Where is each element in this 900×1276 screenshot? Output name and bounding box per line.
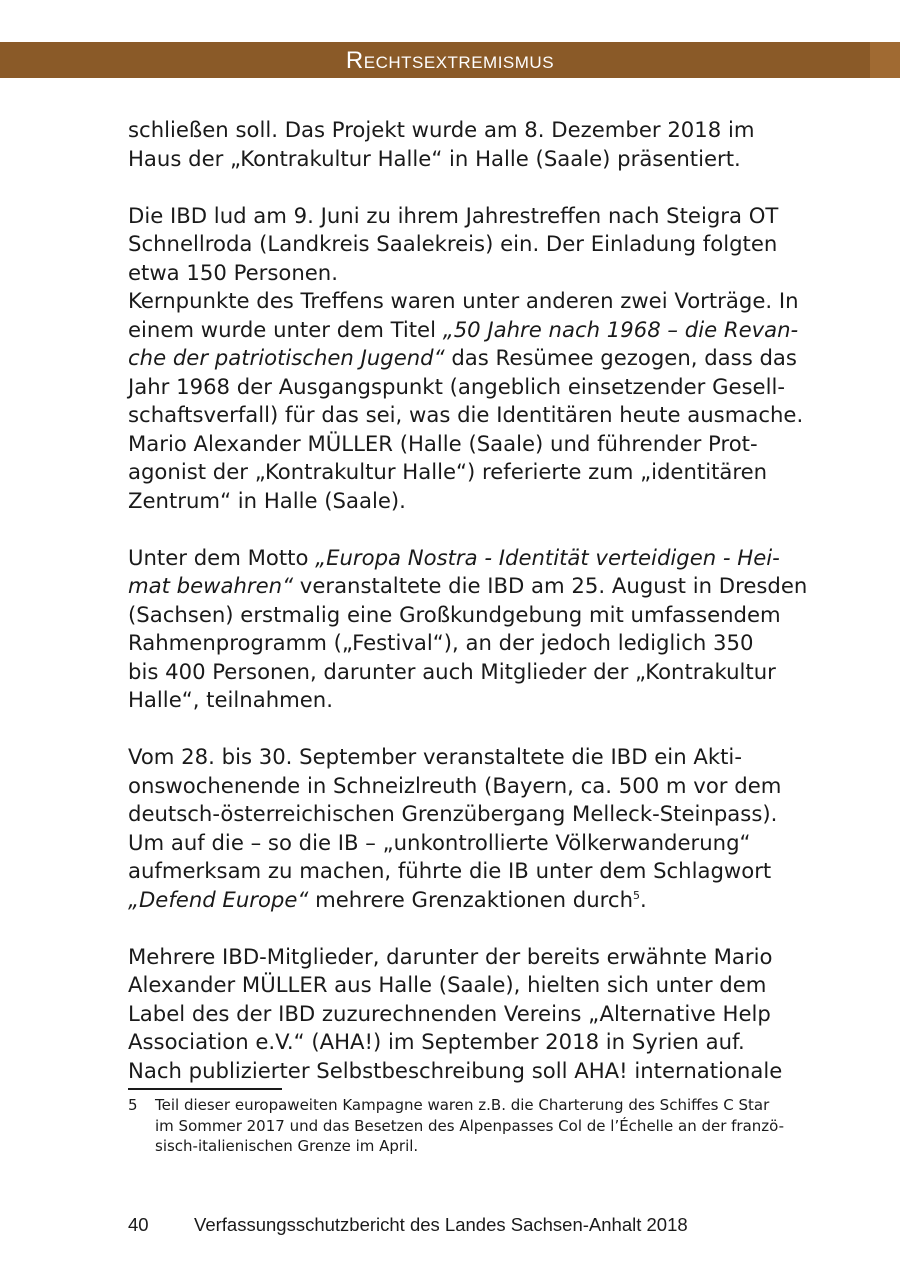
- footnote-line: Teil dieser europaweiten Kampagne waren z.B. die Charterung des Schiffes C Star: [155, 1096, 770, 1114]
- text-line: (Sachsen) erstmalig eine Großkundgebung mit umfassendem: [128, 601, 781, 627]
- text-line: etwa 150 Personen.: [128, 259, 338, 285]
- footer-title: Verfassungsschutzbericht des Landes Sachsen-Anhalt 2018: [194, 1214, 688, 1235]
- text-line: [128, 316, 799, 345]
- text-line: Um auf die – so die IB – „unkontrollierte Völkerwanderung“: [128, 829, 751, 855]
- text-line: Mehrere IBD-Mitglieder, darunter der bereits erwähnte Mario: [128, 943, 773, 969]
- text-line: onswochenende in Schneizlreuth (Bayern, ca. 500 m vor dem: [128, 772, 782, 798]
- text-run: mehrere Grenzaktionen durch: [308, 886, 634, 912]
- text-line: Kernpunkte des Treffens waren unter anderen zwei Vorträge. In: [128, 288, 799, 313]
- text-line: Halle“, teilnahmen.: [128, 687, 333, 712]
- text-line: schaftsverfall) für das sei, was die Identitären heute ausmache.: [128, 402, 804, 427]
- footnote-divider: [128, 1088, 282, 1090]
- text-line: Zentrum“ in Halle (Saale).: [128, 487, 406, 513]
- text-line: [128, 544, 788, 573]
- text-line: Schnellroda (Landkreis Saalekreis) ein. Der Einladung folgten: [128, 231, 778, 256]
- text-line: bis 400 Personen, darunter auch Mitglieder der „Kontrakultur: [128, 658, 776, 684]
- text-line: deutsch-österreichischen Grenzübergang Melleck-Steinpass).: [128, 801, 778, 826]
- text-line: Alexander MÜLLER aus Halle (Saale), hielten sich unter dem: [128, 972, 767, 997]
- text-line: Jahr 1968 der Ausgangspunkt (angeblich einsetzender Gesell-: [128, 373, 786, 399]
- text-line: Nach publizierter Selbstbeschreibung soll AHA! internationale: [128, 1057, 783, 1083]
- section-header-bar: [0, 42, 900, 78]
- footnote-text: [155, 1095, 788, 1157]
- page-footer: [128, 1214, 768, 1236]
- italic-slogan: „Defend Europe“: [128, 886, 309, 912]
- text-line: aufmerksam zu machen, führte die IB unter dem Schlagwort: [128, 858, 772, 883]
- text-line: Rahmenprogramm („Festival“), an der jedoch lediglich 350: [128, 630, 754, 655]
- paragraph-gap: [128, 515, 788, 544]
- paragraph-gap: [128, 914, 788, 943]
- footnote: [128, 1095, 788, 1157]
- text-line: Die IBD lud am 9. Juni zu ihrem Jahrestreffen nach Steigra OT: [128, 202, 779, 228]
- text-line: Mario Alexander MÜLLER (Halle (Saale) und führender Prot-: [128, 430, 758, 456]
- text-line: [128, 886, 788, 915]
- text-line: Association e.V.“ (AHA!) im September 2018 in Syrien auf.: [128, 1029, 745, 1054]
- footnote-line: im Sommer 2017 und das Besetzen des Alpenpasses Col de l’Échelle an der franzö-: [155, 1116, 785, 1135]
- text-line: schließen soll. Das Projekt wurde am 8. Dezember 2018 im: [128, 117, 755, 142]
- text-run: veranstaltete die IBD am 25. August in Dresden: [293, 573, 808, 598]
- text-run: das Resümee gezogen, dass das: [444, 345, 797, 370]
- italic-title: che der patriotischen Jugend“: [128, 345, 445, 370]
- text-run: .: [640, 886, 647, 912]
- paragraph-gap: [128, 173, 788, 202]
- main-text: [128, 116, 808, 1085]
- footnote-ref[interactable]: 5: [633, 888, 641, 902]
- text-run: Unter dem Motto: [128, 544, 316, 570]
- text-line: [128, 572, 808, 601]
- italic-title: „50 Jahre nach 1968 – die Revan-: [442, 316, 799, 342]
- text-line: Vom 28. bis 30. September veranstaltete die IBD ein Akti-: [128, 744, 742, 769]
- paragraph-gap: [128, 715, 788, 744]
- section-title: Rechtsextremismus: [345, 47, 555, 74]
- italic-motto: „Europa Nostra - Identität verteidigen - Hei-: [315, 544, 780, 570]
- text-line: [128, 344, 797, 373]
- page-number: 40: [128, 1214, 149, 1235]
- text-run: einem wurde unter dem Titel: [128, 316, 443, 342]
- text-line: Label des der IBD zuzurechnenden Vereins „Alternative Help: [128, 1000, 771, 1026]
- footnote-line: sisch-italienischen Grenze im April.: [155, 1137, 419, 1155]
- italic-motto: mat bewahren“: [128, 573, 294, 598]
- text-line: Haus der „Kontrakultur Halle“ in Halle (Saale) präsentiert.: [128, 145, 741, 171]
- text-line: agonist der „Kontrakultur Halle“) referierte zum „identitären: [128, 459, 768, 484]
- footnote-number: 5: [128, 1096, 138, 1114]
